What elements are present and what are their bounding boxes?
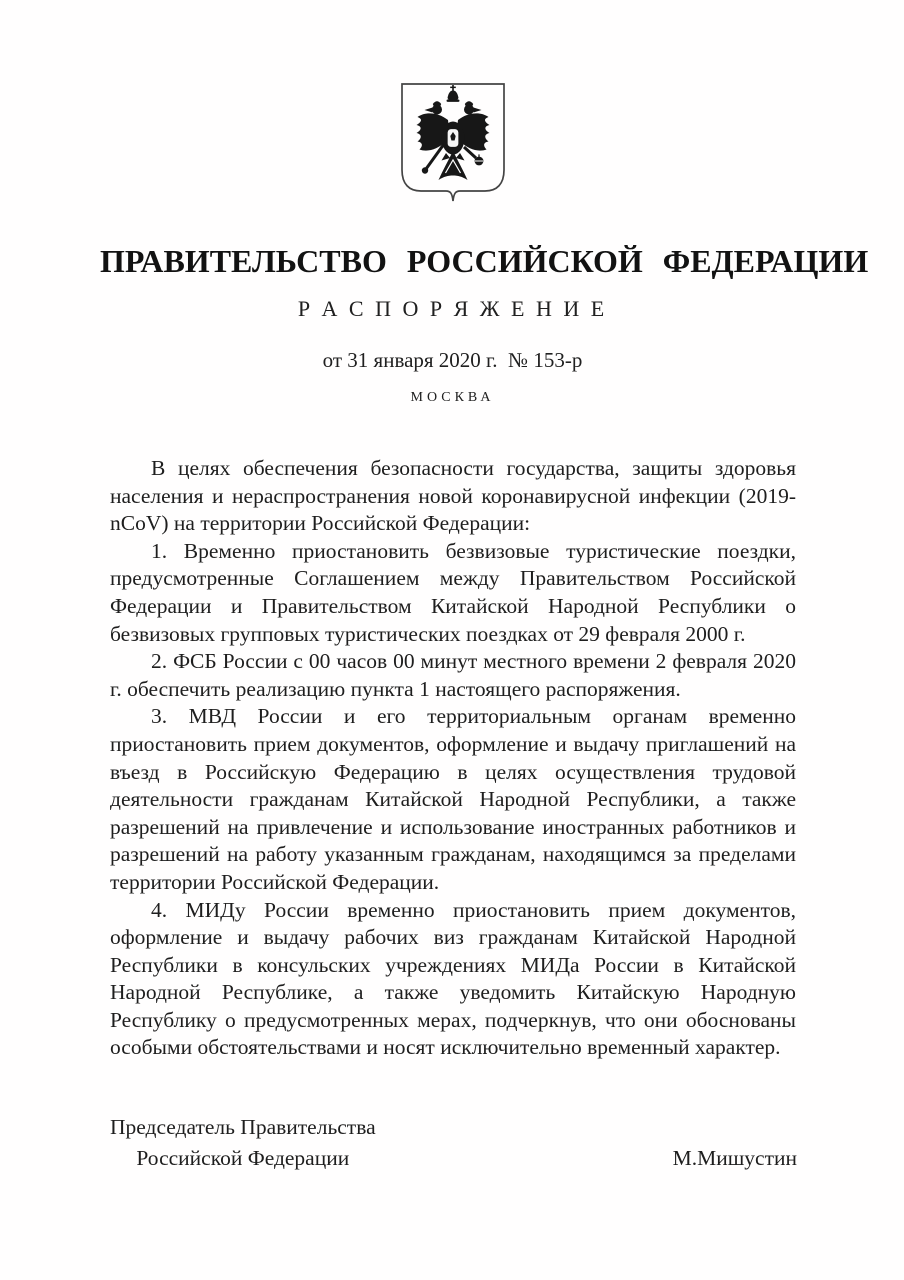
- signer-position-line2: Российской Федерации: [136, 1146, 350, 1170]
- document-body: [110, 455, 796, 1062]
- issuer-title: ПРАВИТЕЛЬСТВО РОССИЙСКОЙ ФЕДЕРАЦИИ: [100, 243, 869, 279]
- signer-name: М.Мишустин: [672, 1146, 797, 1170]
- paragraph-preamble: В целях обеспечения безопасности государства, защиты здоровья населения и нераспространения новой коронавирусной инфекции (2019-nCoV) на территории Российской Федерации:: [110, 456, 796, 536]
- paragraph-item-3: 3. МВД России и его территориальным органам временно приостановить прием документов, оформление и выдачу приглашений на въезд в Российскую Федерацию в целях осуществления трудовой деятельности гражданам Китайской Народной Республики, а также разрешений на привлечение и использование иностранных работников и разрешений на работу указанным гражданам, находящимся за пределами территории Российской Федерации.: [110, 704, 796, 894]
- russian-coat-of-arms-icon: [398, 82, 508, 214]
- date-and-number-line: от 31 января 2020 г. № 153-р: [322, 348, 583, 372]
- signer-position: [110, 1112, 376, 1174]
- paragraph-item-1: 1. Временно приостановить безвизовые туристические поездки, предусмотренные Соглашением между Правительством Российской Федерации и Правительством Китайской Народной Республики о безвизовых групповых туристических поездках от 29 февраля 2000 г.: [110, 538, 796, 646]
- city-label: МОСКВА: [410, 390, 495, 405]
- signature-block: [110, 1112, 797, 1174]
- coat-of-arms-svg: [398, 82, 508, 214]
- paragraph-item-4: 4. МИДу России временно приостановить прием документов, оформление и выдачу рабочих виз гражданам Китайской Народной Республики в консульских учреждениях МИДа России в Китайской Народной Республике, а также уведомить Китайскую Народную Республику о предусмотренных мерах, подчеркнув, что они обоснованы особыми обстоятельствами и носят исключительно временный характер.: [110, 897, 796, 1060]
- signer-position-line1: Председатель Правительства: [110, 1115, 376, 1139]
- paragraph-item-2: 2. ФСБ России с 00 часов 00 минут местного времени 2 февраля 2020 г. обеспечить реализацию пункта 1 настоящего распоряжения.: [110, 649, 796, 701]
- document-type-heading: Р А С П О Р Я Ж Е Н И Е: [297, 296, 608, 321]
